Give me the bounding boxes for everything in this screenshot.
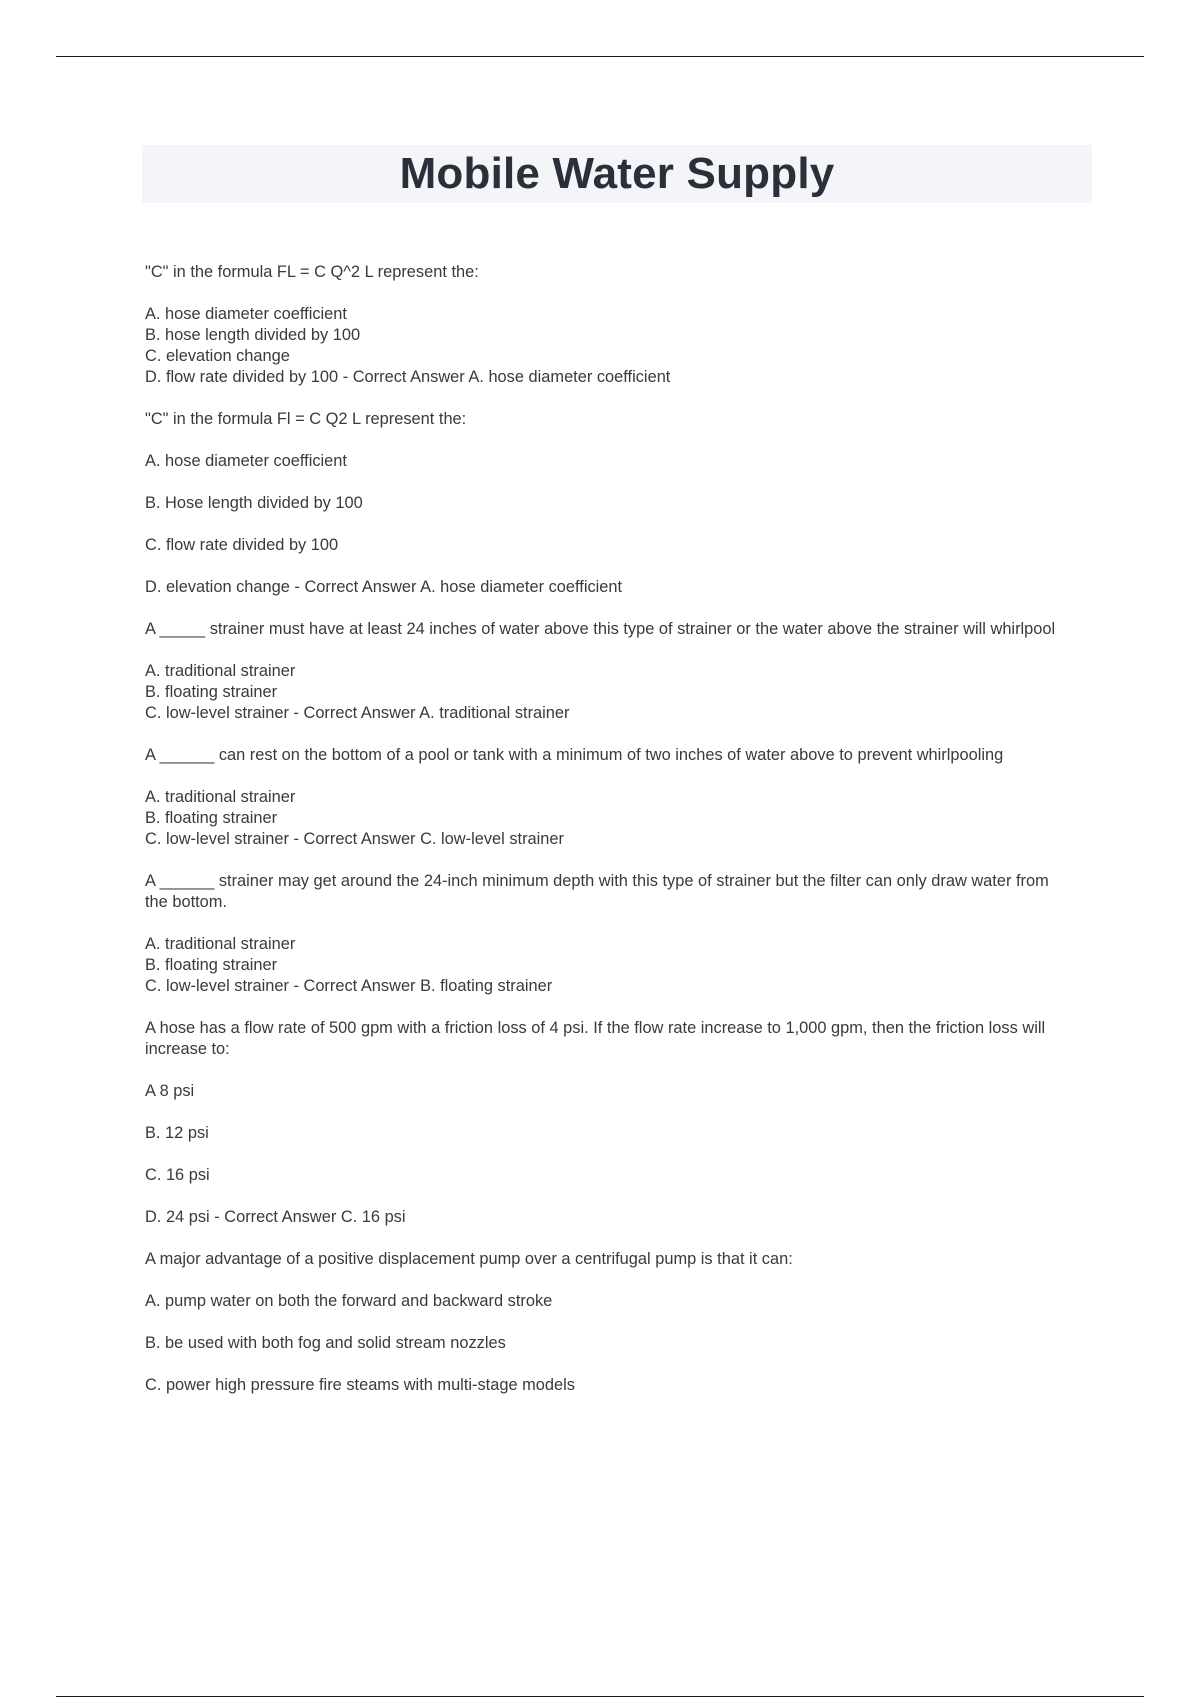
option-line: C. power high pressure fire steams with multi-stage models [145,1376,575,1394]
option-line: B. 12 psi [145,1124,209,1142]
option-line: B. floating strainer [145,956,278,974]
option-line: B. floating strainer [145,809,278,827]
question-text: A ______ can rest on the bottom of a pool or tank with a minimum of two inches of water above to prevent whirlpooling [145,746,1004,764]
answer-options [145,787,1075,850]
question-text: "C" in the formula FL = C Q^2 L represent the: [145,263,479,281]
option-line: C. 16 psi [145,1166,210,1184]
option-line: B. hose length divided by 100 [145,326,361,344]
option-line: A. traditional strainer [145,788,296,806]
option-line: A. hose diameter coefficient [145,452,347,470]
answer-options [145,934,1075,997]
option-line: B. be used with both fog and solid stream nozzles [145,1334,506,1352]
question-text: A major advantage of a positive displacement pump over a centrifugal pump is that it can: [145,1250,793,1268]
option-line: C. elevation change [145,347,290,365]
option-line: B. Hose length divided by 100 [145,494,363,512]
answer-options [145,661,1075,724]
option-line: D. 24 psi - Correct Answer C. 16 psi [145,1208,406,1226]
option-line: C. low-level strainer - Correct Answer B. floating strainer [145,977,553,995]
option-line: A. traditional strainer [145,935,296,953]
top-rule [56,56,1144,57]
question-text: A ______ strainer may get around the 24-inch minimum depth with this type of strainer but the filter can only draw water from the bottom. [145,872,1049,911]
document-title: Mobile Water Supply [399,149,835,198]
question-text: A hose has a flow rate of 500 gpm with a friction loss of 4 psi. If the flow rate increase to 1,000 gpm, then the friction loss will increase to: [145,1019,1046,1058]
option-line: D. elevation change - Correct Answer A. hose diameter coefficient [145,578,623,596]
question-text: "C" in the formula Fl = C Q2 L represent the: [145,410,467,428]
option-line: D. flow rate divided by 100 - Correct Answer A. hose diameter coefficient [145,368,671,386]
option-line: A. pump water on both the forward and backward stroke [145,1292,553,1310]
bottom-rule [56,1696,1144,1697]
option-line: A. traditional strainer [145,662,296,680]
option-line: B. floating strainer [145,683,278,701]
option-line: C. low-level strainer - Correct Answer C. low-level strainer [145,830,564,848]
title-band [142,145,1092,203]
question-text: A _____ strainer must have at least 24 inches of water above this type of strainer or the water above the strainer will whirlpool [145,620,1056,638]
option-line: A. hose diameter coefficient [145,305,347,323]
option-line: C. low-level strainer - Correct Answer A. traditional strainer [145,704,570,722]
option-line: A 8 psi [145,1082,195,1100]
option-line: C. flow rate divided by 100 [145,536,339,554]
answer-options [145,304,1075,388]
document-body [145,262,1075,1417]
